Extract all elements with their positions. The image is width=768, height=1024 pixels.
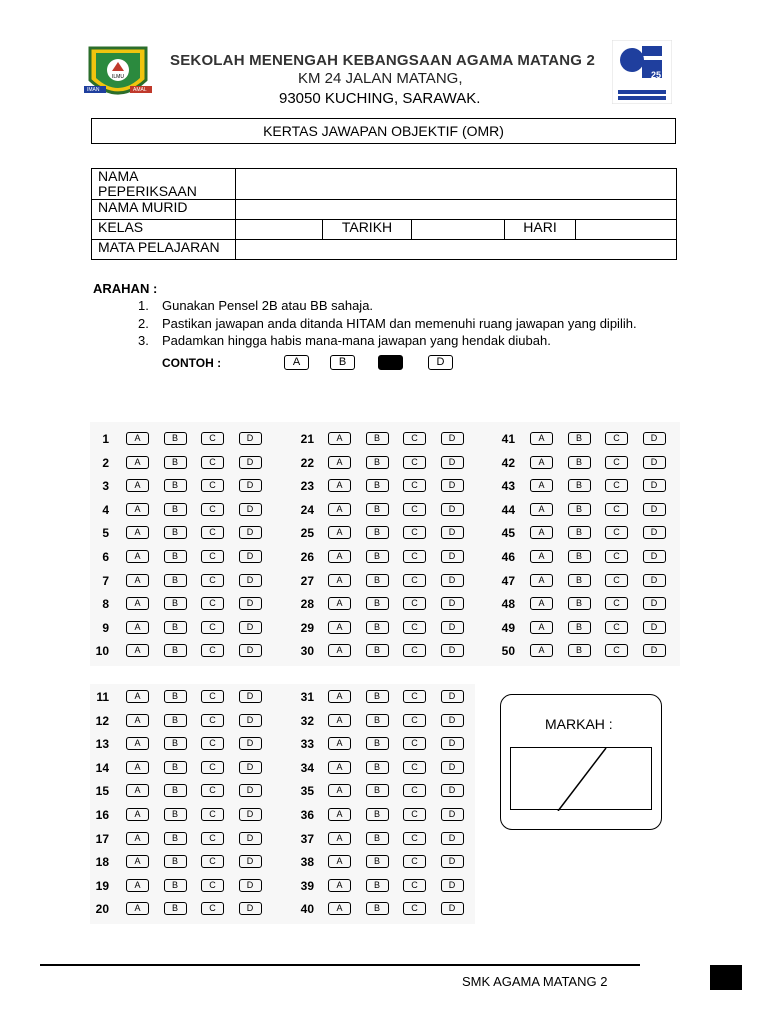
answer-bubble-q6-c[interactable]: C <box>201 550 224 563</box>
answer-bubble-q14-d[interactable]: D <box>239 761 262 774</box>
answer-bubble-q11-a[interactable]: A <box>126 690 149 703</box>
answer-bubble-q11-b[interactable]: B <box>164 690 187 703</box>
answer-bubble-q2-c[interactable]: C <box>201 456 224 469</box>
answer-bubble-q21-b[interactable]: B <box>366 432 389 445</box>
answer-bubble-q49-a[interactable]: A <box>530 621 553 634</box>
example-bubble-c-filled: C <box>378 355 403 370</box>
question-number-35: 35 <box>300 784 314 799</box>
logo-right-number: 25 <box>651 70 662 80</box>
answer-bubble-q42-a[interactable]: A <box>530 456 553 469</box>
question-number-40: 40 <box>300 902 314 917</box>
answer-bubble-q35-b[interactable]: B <box>366 784 389 797</box>
question-number-29: 29 <box>300 620 314 635</box>
answer-bubble-q31-a[interactable]: A <box>328 690 351 703</box>
answer-bubble-q46-b[interactable]: B <box>568 550 591 563</box>
answer-bubble-q37-c[interactable]: C <box>403 832 426 845</box>
answer-bubble-q40-c[interactable]: C <box>403 902 426 915</box>
answer-bubble-q30-a[interactable]: A <box>328 644 351 657</box>
question-number-8: 8 <box>102 597 109 612</box>
answer-bubble-q49-c[interactable]: C <box>605 621 628 634</box>
answer-bubble-q25-b[interactable]: B <box>366 526 389 539</box>
answer-bubble-q22-d[interactable]: D <box>441 456 464 469</box>
answer-bubble-q4-a[interactable]: A <box>126 503 149 516</box>
answer-bubble-q40-b[interactable]: B <box>366 902 389 915</box>
student-info-table <box>91 168 677 260</box>
answer-bubble-q50-c[interactable]: C <box>605 644 628 657</box>
answer-bubble-q27-a[interactable]: A <box>328 574 351 587</box>
example-bubble-b: B <box>330 355 355 370</box>
question-number-17: 17 <box>95 831 109 846</box>
answer-bubble-q36-b[interactable]: B <box>366 808 389 821</box>
question-number-25: 25 <box>300 526 314 541</box>
question-number-1: 1 <box>102 432 109 446</box>
answer-bubble-q6-d[interactable]: D <box>239 550 262 563</box>
answer-bubble-q41-d[interactable]: D <box>643 432 666 445</box>
answer-bubble-q38-d[interactable]: D <box>441 855 464 868</box>
answer-bubble-q47-b[interactable]: B <box>568 574 591 587</box>
answer-bubble-q26-d[interactable]: D <box>441 550 464 563</box>
answer-bubble-q7-c[interactable]: C <box>201 574 224 587</box>
answer-bubble-q9-d[interactable]: D <box>239 621 262 634</box>
answer-bubble-q25-c[interactable]: C <box>403 526 426 539</box>
answer-bubble-q3-a[interactable]: A <box>126 479 149 492</box>
answer-bubble-q11-d[interactable]: D <box>239 690 262 703</box>
question-number-3: 3 <box>102 479 109 494</box>
instruction-item <box>138 316 637 331</box>
question-number-43: 43 <box>501 479 515 494</box>
question-number-45: 45 <box>501 526 515 541</box>
answer-bubble-q18-b[interactable]: B <box>164 855 187 868</box>
question-number-50: 50 <box>501 644 515 659</box>
answer-bubble-q48-d[interactable]: D <box>643 597 666 610</box>
answer-bubble-q31-b[interactable]: B <box>366 690 389 703</box>
answer-bubble-q6-a[interactable]: A <box>126 550 149 563</box>
answer-bubble-q17-d[interactable]: D <box>239 832 262 845</box>
answer-bubble-q20-a[interactable]: A <box>126 902 149 915</box>
answer-bubble-q41-a[interactable]: A <box>530 432 553 445</box>
answer-bubble-q12-b[interactable]: B <box>164 714 187 727</box>
answer-bubble-q28-b[interactable]: B <box>366 597 389 610</box>
question-number-47: 47 <box>501 573 515 588</box>
nama-murid-label: NAMA MURID <box>92 200 236 220</box>
answer-bubble-q32-a[interactable]: A <box>328 714 351 727</box>
answer-bubble-q16-c[interactable]: C <box>201 808 224 821</box>
answer-bubble-q29-c[interactable]: C <box>403 621 426 634</box>
question-number-44: 44 <box>501 502 515 517</box>
instructions-title: ARAHAN : <box>93 281 158 296</box>
markah-score-field[interactable] <box>510 747 652 810</box>
markah-divider-line <box>511 748 653 811</box>
logo-left-text-3: AMAL <box>133 87 147 93</box>
answer-bubble-q33-a[interactable]: A <box>328 737 351 750</box>
answer-bubble-q13-b[interactable]: B <box>164 737 187 750</box>
answer-bubble-q46-c[interactable]: C <box>605 550 628 563</box>
answer-bubble-q48-a[interactable]: A <box>530 597 553 610</box>
question-number-24: 24 <box>300 502 314 517</box>
answer-bubble-q45-b[interactable]: B <box>568 526 591 539</box>
answer-bubble-q34-b[interactable]: B <box>366 761 389 774</box>
question-number-22: 22 <box>300 455 314 470</box>
answer-bubble-q5-c[interactable]: C <box>201 526 224 539</box>
answer-bubble-q20-b[interactable]: B <box>164 902 187 915</box>
answer-bubble-q36-c[interactable]: C <box>403 808 426 821</box>
answer-bubble-q41-c[interactable]: C <box>605 432 628 445</box>
nama-peperiksaan-label: NAMA PEPERIKSAAN <box>92 169 236 200</box>
logo-left-text-2: IMAN <box>87 87 100 93</box>
answer-bubble-q3-c[interactable]: C <box>201 479 224 492</box>
question-number-46: 46 <box>501 550 515 564</box>
answer-bubble-q23-d[interactable]: D <box>441 479 464 492</box>
answer-bubble-q25-d[interactable]: D <box>441 526 464 539</box>
answer-bubble-q34-a[interactable]: A <box>328 761 351 774</box>
answer-bubble-q35-d[interactable]: D <box>441 784 464 797</box>
answer-bubble-q14-c[interactable]: C <box>201 761 224 774</box>
answer-bubble-q50-a[interactable]: A <box>530 644 553 657</box>
answer-bubble-q39-c[interactable]: C <box>403 879 426 892</box>
answer-bubble-q42-d[interactable]: D <box>643 456 666 469</box>
answer-bubble-q2-d[interactable]: D <box>239 456 262 469</box>
answer-bubble-q3-d[interactable]: D <box>239 479 262 492</box>
answer-bubble-q4-d[interactable]: D <box>239 503 262 516</box>
answer-bubble-q49-d[interactable]: D <box>643 621 666 634</box>
school-name: SEKOLAH MENENGAH KEBANGSAAN AGAMA MATANG 2 <box>170 52 596 69</box>
logo-left-text-1: ILMU <box>112 74 124 80</box>
answer-bubble-q19-a[interactable]: A <box>126 879 149 892</box>
tarikh-label: TARIKH <box>323 220 412 240</box>
question-number-41: 41 <box>501 432 515 446</box>
question-number-39: 39 <box>300 878 314 893</box>
answer-bubble-q26-a[interactable]: A <box>328 550 351 563</box>
answer-bubble-q19-b[interactable]: B <box>164 879 187 892</box>
question-number-5: 5 <box>102 526 109 541</box>
question-number-14: 14 <box>95 760 109 775</box>
example-bubble-a: A <box>284 355 309 370</box>
answer-bubble-q50-b[interactable]: B <box>568 644 591 657</box>
answer-bubble-q35-c[interactable]: C <box>403 784 426 797</box>
answer-bubble-q8-b[interactable]: B <box>164 597 187 610</box>
school-address-line2: 93050 KUCHING, SARAWAK. <box>279 90 481 107</box>
answer-bubble-q22-b[interactable]: B <box>366 456 389 469</box>
hari-field[interactable] <box>576 220 677 240</box>
answer-bubble-q11-c[interactable]: C <box>201 690 224 703</box>
answer-bubble-q16-a[interactable]: A <box>126 808 149 821</box>
answer-bubble-q37-b[interactable]: B <box>366 832 389 845</box>
question-number-27: 27 <box>300 573 314 588</box>
tarikh-field[interactable] <box>412 220 505 240</box>
answer-bubble-q21-d[interactable]: D <box>441 432 464 445</box>
answer-bubble-q31-d[interactable]: D <box>441 690 464 703</box>
answer-bubble-q28-d[interactable]: D <box>441 597 464 610</box>
answer-bubble-q29-d[interactable]: D <box>441 621 464 634</box>
answer-bubble-q37-d[interactable]: D <box>441 832 464 845</box>
answer-bubble-q15-a[interactable]: A <box>126 784 149 797</box>
answer-bubble-q38-b[interactable]: B <box>366 855 389 868</box>
answer-bubble-q18-c[interactable]: C <box>201 855 224 868</box>
answer-bubble-q44-c[interactable]: C <box>605 503 628 516</box>
answer-bubble-q23-b[interactable]: B <box>366 479 389 492</box>
question-number-48: 48 <box>501 597 515 612</box>
question-number-49: 49 <box>501 620 515 635</box>
answer-bubble-q33-b[interactable]: B <box>366 737 389 750</box>
answer-bubble-q13-c[interactable]: C <box>201 737 224 750</box>
question-number-20: 20 <box>95 902 109 917</box>
answer-bubble-q32-c[interactable]: C <box>403 714 426 727</box>
answer-bubble-q46-a[interactable]: A <box>530 550 553 563</box>
answer-bubble-q1-c[interactable]: C <box>201 432 224 445</box>
answer-bubble-q9-b[interactable]: B <box>164 621 187 634</box>
answer-bubble-q29-b[interactable]: B <box>366 621 389 634</box>
answer-bubble-q2-b[interactable]: B <box>164 456 187 469</box>
answer-bubble-q27-c[interactable]: C <box>403 574 426 587</box>
instruction-item <box>138 333 551 348</box>
answer-bubble-q42-c[interactable]: C <box>605 456 628 469</box>
answer-bubble-q15-d[interactable]: D <box>239 784 262 797</box>
question-number-33: 33 <box>300 737 314 752</box>
answer-bubble-q24-d[interactable]: D <box>441 503 464 516</box>
footer-divider <box>40 964 640 966</box>
question-number-21: 21 <box>300 432 314 446</box>
answer-bubble-q10-a[interactable]: A <box>126 644 149 657</box>
answer-bubble-q34-c[interactable]: C <box>403 761 426 774</box>
instruction-number: 1. <box>138 298 149 313</box>
answer-bubble-q33-c[interactable]: C <box>403 737 426 750</box>
answer-bubble-q17-c[interactable]: C <box>201 832 224 845</box>
answer-bubble-q39-b[interactable]: B <box>366 879 389 892</box>
answer-bubble-q43-a[interactable]: A <box>530 479 553 492</box>
question-number-34: 34 <box>300 760 314 775</box>
question-number-7: 7 <box>102 573 109 588</box>
answer-bubble-q2-a[interactable]: A <box>126 456 149 469</box>
answer-bubble-q8-d[interactable]: D <box>239 597 262 610</box>
answer-bubble-q29-a[interactable]: A <box>328 621 351 634</box>
answer-bubble-q1-d[interactable]: D <box>239 432 262 445</box>
answer-bubble-q41-b[interactable]: B <box>568 432 591 445</box>
answer-bubble-q17-a[interactable]: A <box>126 832 149 845</box>
answer-bubble-q24-a[interactable]: A <box>328 503 351 516</box>
question-number-9: 9 <box>102 620 109 635</box>
answer-bubble-q45-d[interactable]: D <box>643 526 666 539</box>
school-logo-right <box>612 40 672 104</box>
answer-bubble-q23-c[interactable]: C <box>403 479 426 492</box>
answer-bubble-q15-b[interactable]: B <box>164 784 187 797</box>
answer-bubble-q9-c[interactable]: C <box>201 621 224 634</box>
answer-bubble-q47-a[interactable]: A <box>530 574 553 587</box>
answer-bubble-q7-d[interactable]: D <box>239 574 262 587</box>
answer-bubble-q40-a[interactable]: A <box>328 902 351 915</box>
answer-bubble-q4-c[interactable]: C <box>201 503 224 516</box>
answer-bubble-q5-d[interactable]: D <box>239 526 262 539</box>
mata-pelajaran-field[interactable] <box>236 240 677 260</box>
answer-bubble-q31-c[interactable]: C <box>403 690 426 703</box>
hari-label: HARI <box>505 220 576 240</box>
answer-bubble-q30-d[interactable]: D <box>441 644 464 657</box>
school-address-line1: KM 24 JALAN MATANG, <box>298 70 463 87</box>
nama-murid-field[interactable] <box>236 200 677 220</box>
question-number-19: 19 <box>95 878 109 893</box>
answer-bubble-q23-a[interactable]: A <box>328 479 351 492</box>
answer-bubble-q49-b[interactable]: B <box>568 621 591 634</box>
question-number-26: 26 <box>300 550 314 564</box>
answer-bubble-q45-a[interactable]: A <box>530 526 553 539</box>
question-number-31: 31 <box>300 690 314 704</box>
answer-bubble-q43-b[interactable]: B <box>568 479 591 492</box>
answer-bubble-q1-a[interactable]: A <box>126 432 149 445</box>
answer-bubble-q35-a[interactable]: A <box>328 784 351 797</box>
answer-bubble-q12-c[interactable]: C <box>201 714 224 727</box>
answer-bubble-q44-b[interactable]: B <box>568 503 591 516</box>
answer-bubble-q48-b[interactable]: B <box>568 597 591 610</box>
answer-bubble-q37-a[interactable]: A <box>328 832 351 845</box>
answer-bubble-q12-d[interactable]: D <box>239 714 262 727</box>
answer-bubble-q39-d[interactable]: D <box>441 879 464 892</box>
answer-bubble-q27-b[interactable]: B <box>366 574 389 587</box>
answer-bubble-q4-b[interactable]: B <box>164 503 187 516</box>
school-logo-left <box>82 40 154 106</box>
answer-bubble-q16-b[interactable]: B <box>164 808 187 821</box>
answer-bubble-q20-d[interactable]: D <box>239 902 262 915</box>
answer-bubble-q30-b[interactable]: B <box>366 644 389 657</box>
question-number-42: 42 <box>501 455 515 470</box>
answer-bubble-q32-d[interactable]: D <box>441 714 464 727</box>
answer-bubble-q44-d[interactable]: D <box>643 503 666 516</box>
answer-bubble-q7-b[interactable]: B <box>164 574 187 587</box>
answer-bubble-q47-c[interactable]: C <box>605 574 628 587</box>
answer-bubble-q28-c[interactable]: C <box>403 597 426 610</box>
answer-bubble-q36-d[interactable]: D <box>441 808 464 821</box>
answer-bubble-q27-d[interactable]: D <box>441 574 464 587</box>
answer-bubble-q18-a[interactable]: A <box>126 855 149 868</box>
answer-bubble-q43-d[interactable]: D <box>643 479 666 492</box>
answer-bubble-q5-a[interactable]: A <box>126 526 149 539</box>
answer-bubble-q8-a[interactable]: A <box>126 597 149 610</box>
question-number-11: 11 <box>96 690 109 704</box>
instruction-text: Padamkan hingga habis mana-mana jawapan yang hendak diubah. <box>162 333 551 348</box>
answer-bubble-q50-d[interactable]: D <box>643 644 666 657</box>
answer-bubble-q6-b[interactable]: B <box>164 550 187 563</box>
answer-bubble-q38-c[interactable]: C <box>403 855 426 868</box>
instruction-text: Gunakan Pensel 2B atau BB sahaja. <box>162 298 374 313</box>
answer-bubble-q3-b[interactable]: B <box>164 479 187 492</box>
answer-bubble-q19-c[interactable]: C <box>201 879 224 892</box>
answer-bubble-q30-c[interactable]: C <box>403 644 426 657</box>
instruction-text: Pastikan jawapan anda ditanda HITAM dan memenuhi ruang jawapan yang dipilih. <box>162 316 637 331</box>
answer-bubble-q10-c[interactable]: C <box>201 644 224 657</box>
answer-bubble-q13-d[interactable]: D <box>239 737 262 750</box>
question-number-13: 13 <box>95 737 109 752</box>
answer-bubble-q44-a[interactable]: A <box>530 503 553 516</box>
answer-bubble-q36-a[interactable]: A <box>328 808 351 821</box>
answer-bubble-q5-b[interactable]: B <box>164 526 187 539</box>
footer-block <box>710 965 742 990</box>
answer-bubble-q10-b[interactable]: B <box>164 644 187 657</box>
question-number-30: 30 <box>300 644 314 659</box>
answer-bubble-q17-b[interactable]: B <box>164 832 187 845</box>
answer-bubble-q47-d[interactable]: D <box>643 574 666 587</box>
answer-bubble-q28-a[interactable]: A <box>328 597 351 610</box>
answer-bubble-q38-a[interactable]: A <box>328 855 351 868</box>
answer-bubble-q32-b[interactable]: B <box>366 714 389 727</box>
answer-bubble-q45-c[interactable]: C <box>605 526 628 539</box>
question-number-15: 15 <box>95 784 109 799</box>
answer-bubble-q24-b[interactable]: B <box>366 503 389 516</box>
answer-bubble-q7-a[interactable]: A <box>126 574 149 587</box>
answer-bubble-q10-d[interactable]: D <box>239 644 262 657</box>
answer-bubble-q20-c[interactable]: C <box>201 902 224 915</box>
question-number-28: 28 <box>300 597 314 612</box>
answer-bubble-q26-c[interactable]: C <box>403 550 426 563</box>
answer-bubble-q21-c[interactable]: C <box>403 432 426 445</box>
question-number-32: 32 <box>300 713 314 728</box>
answer-bubble-q39-a[interactable]: A <box>328 879 351 892</box>
page-title: KERTAS JAWAPAN OBJEKTIF (OMR) <box>91 118 676 144</box>
answer-bubble-q22-a[interactable]: A <box>328 456 351 469</box>
answer-bubble-q46-d[interactable]: D <box>643 550 666 563</box>
mata-pelajaran-label: MATA PELAJARAN <box>92 240 236 260</box>
question-number-16: 16 <box>95 808 109 822</box>
answer-bubble-q24-c[interactable]: C <box>403 503 426 516</box>
answer-bubble-q43-c[interactable]: C <box>605 479 628 492</box>
question-number-18: 18 <box>95 855 109 870</box>
answer-bubble-q42-b[interactable]: B <box>568 456 591 469</box>
question-number-2: 2 <box>102 455 109 470</box>
example-label: CONTOH : <box>162 356 222 370</box>
nama-peperiksaan-field[interactable] <box>236 169 677 200</box>
question-number-10: 10 <box>95 644 109 659</box>
answer-bubble-q22-c[interactable]: C <box>403 456 426 469</box>
answer-bubble-q13-a[interactable]: A <box>126 737 149 750</box>
instruction-item <box>138 298 373 313</box>
answer-bubble-q16-d[interactable]: D <box>239 808 262 821</box>
example-bubble-d: D <box>428 355 453 370</box>
question-number-23: 23 <box>300 479 314 494</box>
answer-bubble-q34-d[interactable]: D <box>441 761 464 774</box>
question-number-36: 36 <box>300 808 314 822</box>
answer-bubble-q14-a[interactable]: A <box>126 761 149 774</box>
question-number-38: 38 <box>300 855 314 870</box>
answer-bubble-q33-d[interactable]: D <box>441 737 464 750</box>
kelas-label: KELAS <box>92 220 236 240</box>
markah-label: MARKAH : <box>545 716 613 732</box>
answer-bubble-q14-b[interactable]: B <box>164 761 187 774</box>
question-number-37: 37 <box>300 831 314 846</box>
answer-bubble-q8-c[interactable]: C <box>201 597 224 610</box>
answer-bubble-q40-d[interactable]: D <box>441 902 464 915</box>
answer-bubble-q21-a[interactable]: A <box>328 432 351 445</box>
question-number-12: 12 <box>95 713 109 728</box>
footer-text: SMK AGAMA MATANG 2 <box>462 974 608 989</box>
answer-bubble-q18-d[interactable]: D <box>239 855 262 868</box>
answer-bubble-q15-c[interactable]: C <box>201 784 224 797</box>
answer-bubble-q19-d[interactable]: D <box>239 879 262 892</box>
answer-bubble-q26-b[interactable]: B <box>366 550 389 563</box>
answer-bubble-q1-b[interactable]: B <box>164 432 187 445</box>
instruction-number: 3. <box>138 333 149 348</box>
answer-bubble-q12-a[interactable]: A <box>126 714 149 727</box>
question-number-4: 4 <box>102 502 109 517</box>
answer-bubble-q48-c[interactable]: C <box>605 597 628 610</box>
kelas-field[interactable] <box>236 220 323 240</box>
answer-bubble-q9-a[interactable]: A <box>126 621 149 634</box>
instruction-number: 2. <box>138 316 149 331</box>
question-number-6: 6 <box>102 550 109 564</box>
answer-bubble-q25-a[interactable]: A <box>328 526 351 539</box>
